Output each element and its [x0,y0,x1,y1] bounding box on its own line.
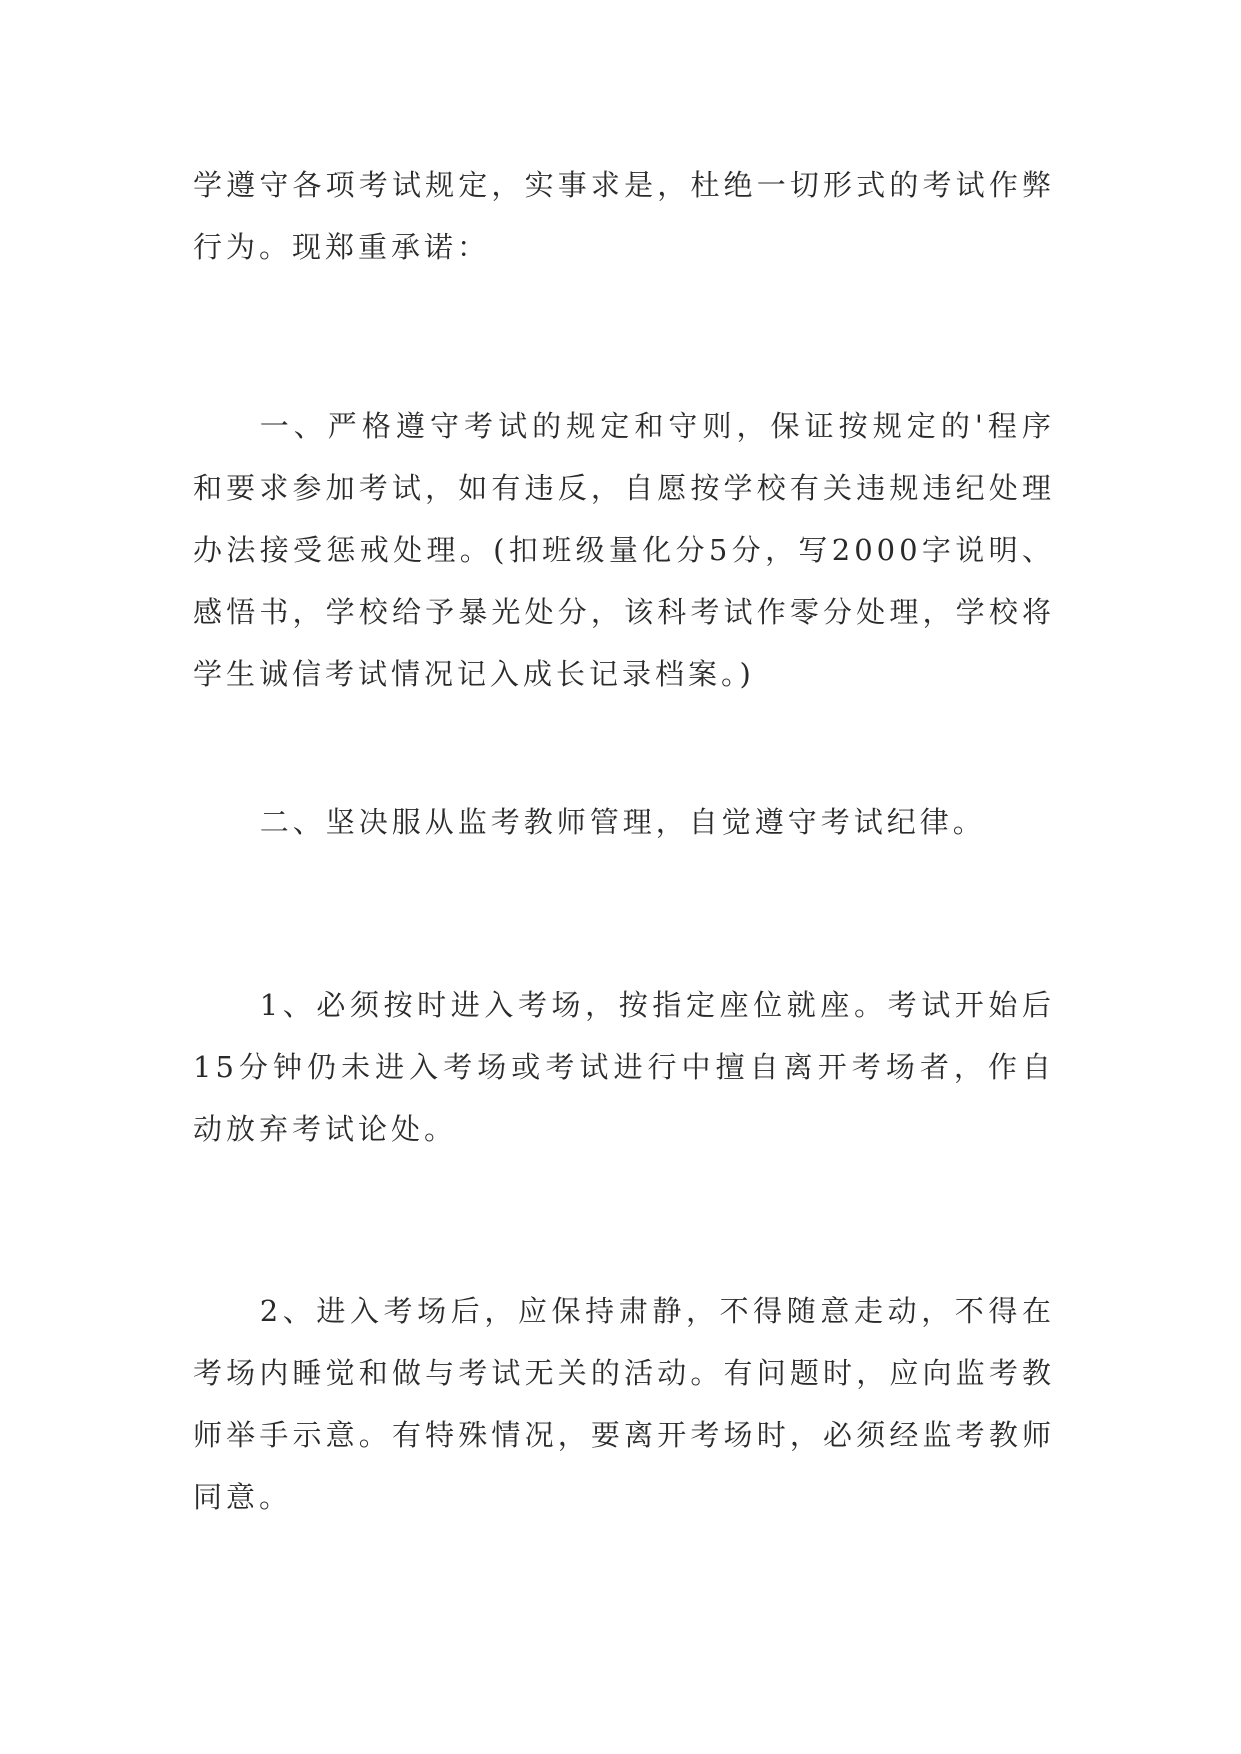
paragraph-rule-one: 一、严格遵守考试的规定和守则，保证按规定的'程序和要求参加考试，如有违反，自愿按学校有关违规违纪处理办法接受惩戒处理。(扣班级量化分5分，写2000字说明、感悟书，学校给予暴光处分，该科考试作零分处理，学校将学生诚信考试情况记入成长记录档案。) [193,409,1055,691]
paragraph-pledge-intro: 学遵守各项考试规定，实事求是，杜绝一切形式的考试作弊行为。现郑重承诺： [193,168,1055,264]
paragraph-item-two: 2、进入考场后，应保持肃静，不得随意走动，不得在考场内睡觉和做与考试无关的活动。有问题时，应向监考教师举手示意。有特殊情况，要离开考场时，必须经监考教师同意。 [193,1294,1055,1514]
paragraph-item-one: 1、必须按时进入考场，按指定座位就座。考试开始后15分钟仍未进入考场或考试进行中擅自离开考场者，作自动放弃考试论处。 [193,988,1055,1146]
paragraph-rule-two: 二、坚决服从监考教师管理，自觉遵守考试纪律。 [259,805,986,839]
